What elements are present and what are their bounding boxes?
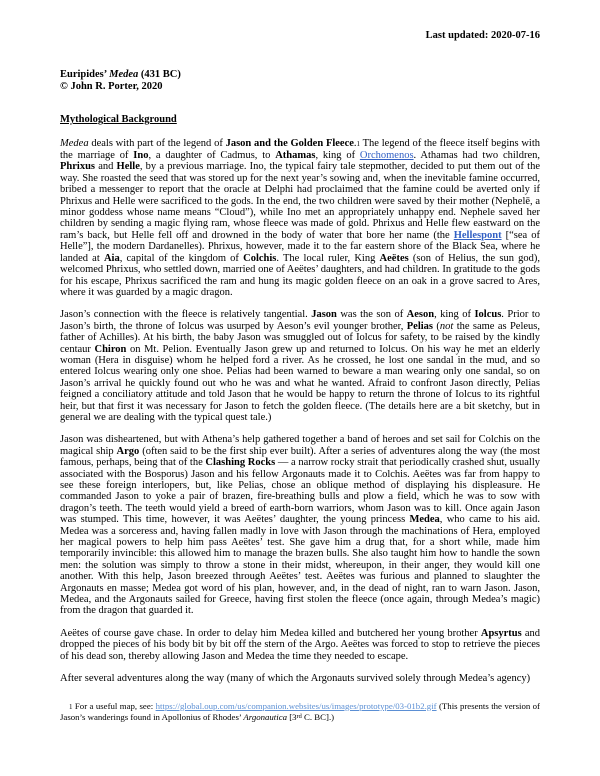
text-run: Argo: [116, 445, 140, 457]
text-run: , who came to his aid. Medea was a sorceress and, having fallen madly in love with Jason through the machinations of Hera, employed her magical powers to help him pass Aeëtes’ test. She gave him a drug that, for a short while, made him temporarily invincible: this allowed him to manage the brazen bulls. She also taught him how to handle the sown men: the solution was simply to throw a stone in their midst, whereupon, in their anger, they would kill one another. With this help, Jason breezed through Aeëtes’ test. Aeëtes was furious and planned to slaughter the Argonauts en masse; Medea got word of his plan, however, and, in the dead of night, ran to warn Jason. Jason, Medea, and the Argonauts sailed for Greece, having first stolen the fleece (once again, through Medea’s magic) from the dragon that guarded it.: [60, 514, 540, 617]
text-run: Medea: [60, 137, 89, 149]
text-run: Euripides’: [60, 69, 110, 81]
text-run: Aeëtes: [379, 252, 409, 264]
text-run: , a daughter of Cadmus, to: [148, 150, 276, 162]
footnote-url-link[interactable]: https://global.oup.com/us/companion.websites/us/images/prototype/03-01b2.gif: [155, 700, 437, 711]
orchomenos-link[interactable]: Orchomenos: [359, 150, 414, 162]
text-run: Iolcus: [474, 309, 502, 321]
text-run: the same as Peleus, father of Achilles). At his birth, the baby Jason was smuggled out of Iolcus for safety, to be raised by the kindly centaur: [60, 320, 541, 355]
text-run: (This presents the version of Jason’s wanderings found in Apollonius of Rhodes’: [60, 700, 540, 722]
hellespont-link[interactable]: Hellespont: [453, 229, 502, 241]
text-run: Aeëtes of course gave chase. In order to delay him Medea killed and butchered her young brother: [60, 627, 481, 639]
text-run: Aia: [103, 252, 120, 264]
text-run: . The local ruler, King: [276, 252, 380, 264]
footnote: [60, 701, 540, 723]
text-run: Aeson: [406, 309, 435, 321]
text-run: After several adventures along the way (many of which the Argonauts survived solely through Medea’s agency): [60, 673, 531, 685]
footnote-number: 1: [69, 702, 73, 711]
text-run: [3: [287, 712, 297, 722]
text-run: Jason’s connection with the fleece is relatively tangential.: [60, 309, 312, 321]
text-run: (431 BC): [138, 69, 181, 81]
text-run: Medea: [109, 69, 139, 81]
text-run: — a narrow rocky strait that periodically crashed shut, usually associated with the Bosporus) Jason and his fellow Argonauts made it to Colchis. Aeëtes was far from happy to see these foreign interlopers, but, like Pelias, chose an oblique method of displaying his displeasure. He commanded Jason to yoke a pair of brazen, fire-breathing bulls and plow a field, which he was to sow with dragon’s teeth. The teeth would yield a breed of earth-born warriors, whom Jason was to kill. Once again Jason was stumped. This time, however, it was Aeëtes’ daughter, the young princess: [60, 457, 540, 526]
text-run: Helle: [116, 161, 140, 173]
text-run: The legend of the fleece itself begins with the marriage of: [60, 137, 541, 162]
text-run: and: [95, 161, 117, 173]
paragraph: [60, 673, 540, 684]
text-run: (: [433, 320, 440, 332]
text-run: .: [353, 137, 357, 149]
text-run: Colchis: [243, 252, 277, 264]
last-updated: Last updated: 2020-07-16: [425, 30, 540, 41]
text-run: Argonautica: [243, 712, 287, 722]
body-paragraphs: [60, 138, 540, 685]
text-run: Jason and the Golden Fleece: [225, 137, 354, 149]
text-run: (often said to be the first ship ever built). After a series of adventures along the way (the most famous, perhaps, being that of the: [60, 445, 540, 469]
paragraph: [60, 434, 540, 617]
text-run: Ino: [133, 150, 149, 162]
copyright-byline: © John R. Porter, 2020: [60, 80, 163, 92]
text-run: was the son of: [336, 309, 407, 321]
text-run: , by a previous marriage. Ino, the typical fairy tale stepmother, decided to put them out of the way. She roasted the seed that was stored up for the next year’s sowing and, when the inevitable famine occurred, bribed a messenger to report that the oracle at Delphi had proclaimed that the famine could be averted only if Phrixus and Helle were sacrificed to the gods. In the end, the two children were saved by their mother (Nephelē, a minor goddess whose name means “Cloud”), while Ino met an appropriately unhappy end. Nephele saved her children by sending a magic flying ram, whose fleece was made of gold. Phrixus and Helle flew eastward on the ram’s back, but Helle fell off and drowned in the body of water that bore her name (the: [60, 161, 540, 241]
text-run: Clashing Rocks: [205, 457, 276, 469]
text-run: . Prior to Jason’s birth, the throne of Iolcus was usurped by Aeson’s evil younger brother,: [60, 309, 540, 332]
paragraph: [60, 309, 540, 423]
text-run: (son of Helius, the sun god), welcomed Phrixus, who settled down, married one of Aeëtes’ daughters, and had children. In gratitude to the gods for his escape, Phrixus sacrificed the ram and hung its magic golden fleece on an oak in a grove sacred to Ares, where it was guarded by a magic dragon.: [60, 252, 541, 298]
text-run: For a useful map, see:: [72, 700, 156, 711]
text-run: , king of: [434, 309, 475, 321]
text-run: deals with part of the legend of: [88, 137, 226, 149]
text-run: . Athamas had two children,: [413, 150, 541, 162]
text-run: Jason was disheartened, but with Athena’s help gathered together a band of heroes and set sail for Colchis on the magical ship: [60, 434, 540, 457]
section-heading: Mythological Background: [60, 114, 177, 126]
text-run: C. BC].): [301, 712, 335, 722]
paragraph: [60, 628, 540, 662]
text-run: rd: [296, 713, 302, 720]
paragraph: [60, 138, 540, 299]
text-run: Jason: [311, 309, 337, 321]
text-run: and dropped the pieces of his body bit by bit off the stern of the Argo. Aeëtes was forced to stop to retrieve the pieces of his dead son, thereby allowing Jason and Medea the time they needed to escape.: [60, 627, 540, 662]
doc-title: [60, 69, 540, 80]
text-run: Phrixus: [60, 161, 96, 173]
text-run: Pelias: [406, 320, 434, 332]
text-run: Apsyrtus: [480, 627, 522, 639]
text-run: , capital of the kingdom of: [119, 252, 244, 264]
text-run: on Mt. Pelion. Eventually Jason grew up and returned to Iolcus. On his way he met an elderly woman (Hera in disguise) whom he helped ford a river. As he crossed, he lost one sandal in the mud, and so entered Iolcus wearing only one shoe. Pelias had been warned to beware a man wearing only one sandal, so on Jason’s arrival he quickly found out who he was and what he wanted. Afraid to confront Jason directly, Pelias feigned a conciliatory attitude and told Jason that he would be happy to return the throne of Iolcus to its rightful heir, but that first it was necessary for Jason to fetch the golden fleece. (The details here are a bit sketchy, but in general we are dealing with the typical quest tale.): [60, 343, 540, 423]
text-run: [“sea of Helle”], the modern Dardanelles). Phrixus, however, made it to the far eastern shore of the Black Sea, where he landed at: [60, 229, 540, 264]
text-run: Athamas: [275, 150, 316, 162]
text-run: Medea: [409, 514, 440, 526]
footnote-ref-1: 1: [356, 139, 361, 148]
text-run: not: [439, 320, 454, 332]
text-run: Chiron: [94, 343, 127, 355]
text-run: , king of: [315, 150, 360, 162]
